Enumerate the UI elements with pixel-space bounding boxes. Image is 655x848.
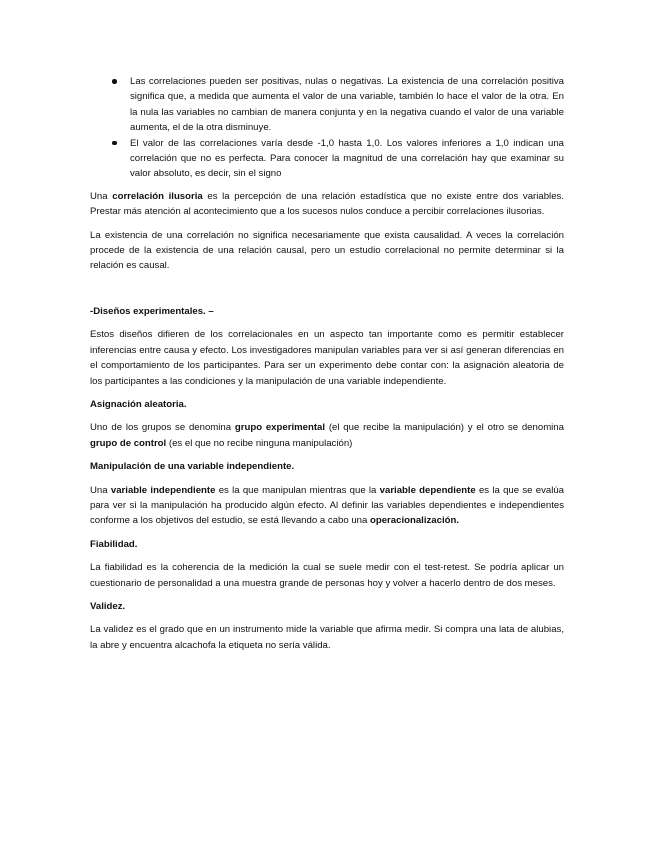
bold-term: variable dependiente xyxy=(379,484,476,496)
reliability-heading: Fiabilidad. xyxy=(90,538,138,550)
correlation-bullet-list xyxy=(90,74,564,182)
bold-term: variable independiente xyxy=(110,484,216,496)
text-run: (el que recibe la manipulación) y el otro se denomina xyxy=(325,422,564,434)
bullet-text: Las correlaciones pueden ser positivas, nulas o negativas. La existencia de una correlación positiva significa que, a medida que aumenta el valor de una variable, también lo hace el valor de la otra. En la nula las variables no cambian de manera conjunta y en la negativa cuando el valor de una variable aumenta, el de la otra disminuye. xyxy=(130,76,564,134)
bold-term: correlación ilusoria xyxy=(112,190,203,202)
random-assignment-heading: Asignación aleatoria. xyxy=(90,398,187,410)
illusory-correlation-paragraph xyxy=(90,189,564,220)
text-run: es la que manipulan mientras que la xyxy=(215,484,380,496)
bold-term: grupo experimental xyxy=(234,422,326,434)
text-run: (es el que no recibe ninguna manipulación) xyxy=(166,437,353,449)
bullet-icon xyxy=(112,79,117,84)
bullet-text: El valor de las correlaciones varía desde -1,0 hasta 1,0. Los valores inferiores a 1,0 indican una correlación que no es perfecta. Para conocer la magnitud de una correlación hay que examinar su valor absoluto, es decir, sin el signo xyxy=(130,137,564,180)
bold-term: operacionalización. xyxy=(370,515,460,527)
text-run: Uno de los grupos se denomina xyxy=(90,422,235,434)
document-body xyxy=(90,74,564,661)
independent-variable-paragraph xyxy=(90,483,564,529)
random-assignment-paragraph xyxy=(90,420,564,451)
experimental-designs-heading: -Diseños experimentales. – xyxy=(90,305,214,317)
list-item xyxy=(90,74,564,136)
bullet-icon xyxy=(112,141,117,146)
independent-variable-heading: Manipulación de una variable independiente. xyxy=(90,461,295,473)
reliability-paragraph: La fiabilidad es la coherencia de la medición la cual se suele medir con el test-retest. Se podría aplicar un cuestionario de personalidad a una muestra grande de personas hoy y volver a hacerlo dentro de dos meses. xyxy=(90,562,564,589)
list-item xyxy=(90,136,564,182)
text-run: Una xyxy=(90,190,113,202)
validity-paragraph: La validez es el grado que en un instrumento mide la variable que afirma medir. Si compra una lata de alubias, la abre y encuentra alcachofa la etiqueta no sería válida. xyxy=(90,624,564,651)
text-run: es la que se evalúa para ver si la manipulación ha producido algún efecto. Al definir las variables dependientes e independientes conforme a los objetivos del estudio, se está llevando a cabo una xyxy=(90,484,564,527)
bold-term: grupo de control xyxy=(90,437,167,449)
validity-heading: Validez. xyxy=(90,600,126,612)
causality-paragraph: La existencia de una correlación no significa necesariamente que exista causalidad. A veces la correlación procede de la existencia de una relación causal, pero un estudio correlacional no permite determinar si la relación es causal. xyxy=(90,229,564,272)
text-run: es la percepción de una relación estadística que no existe entre dos variables. Prestar más atención al acontecimiento que a los sucesos nulos conduce a percibir correlaciones ilusorias. xyxy=(90,190,564,218)
text-run: Una xyxy=(90,484,111,496)
experimental-designs-paragraph: Estos diseños difieren de los correlacionales en un aspecto tan importante como es permitir establecer inferencias entre causa y efecto. Los investigadores manipulan variables para ver si así generan diferencias en el comportamiento de los participantes. Para ser un experimento debe contar con: la asignación aleatoria de los participantes a las condiciones y la manipulación de una variable independiente. xyxy=(90,329,564,387)
